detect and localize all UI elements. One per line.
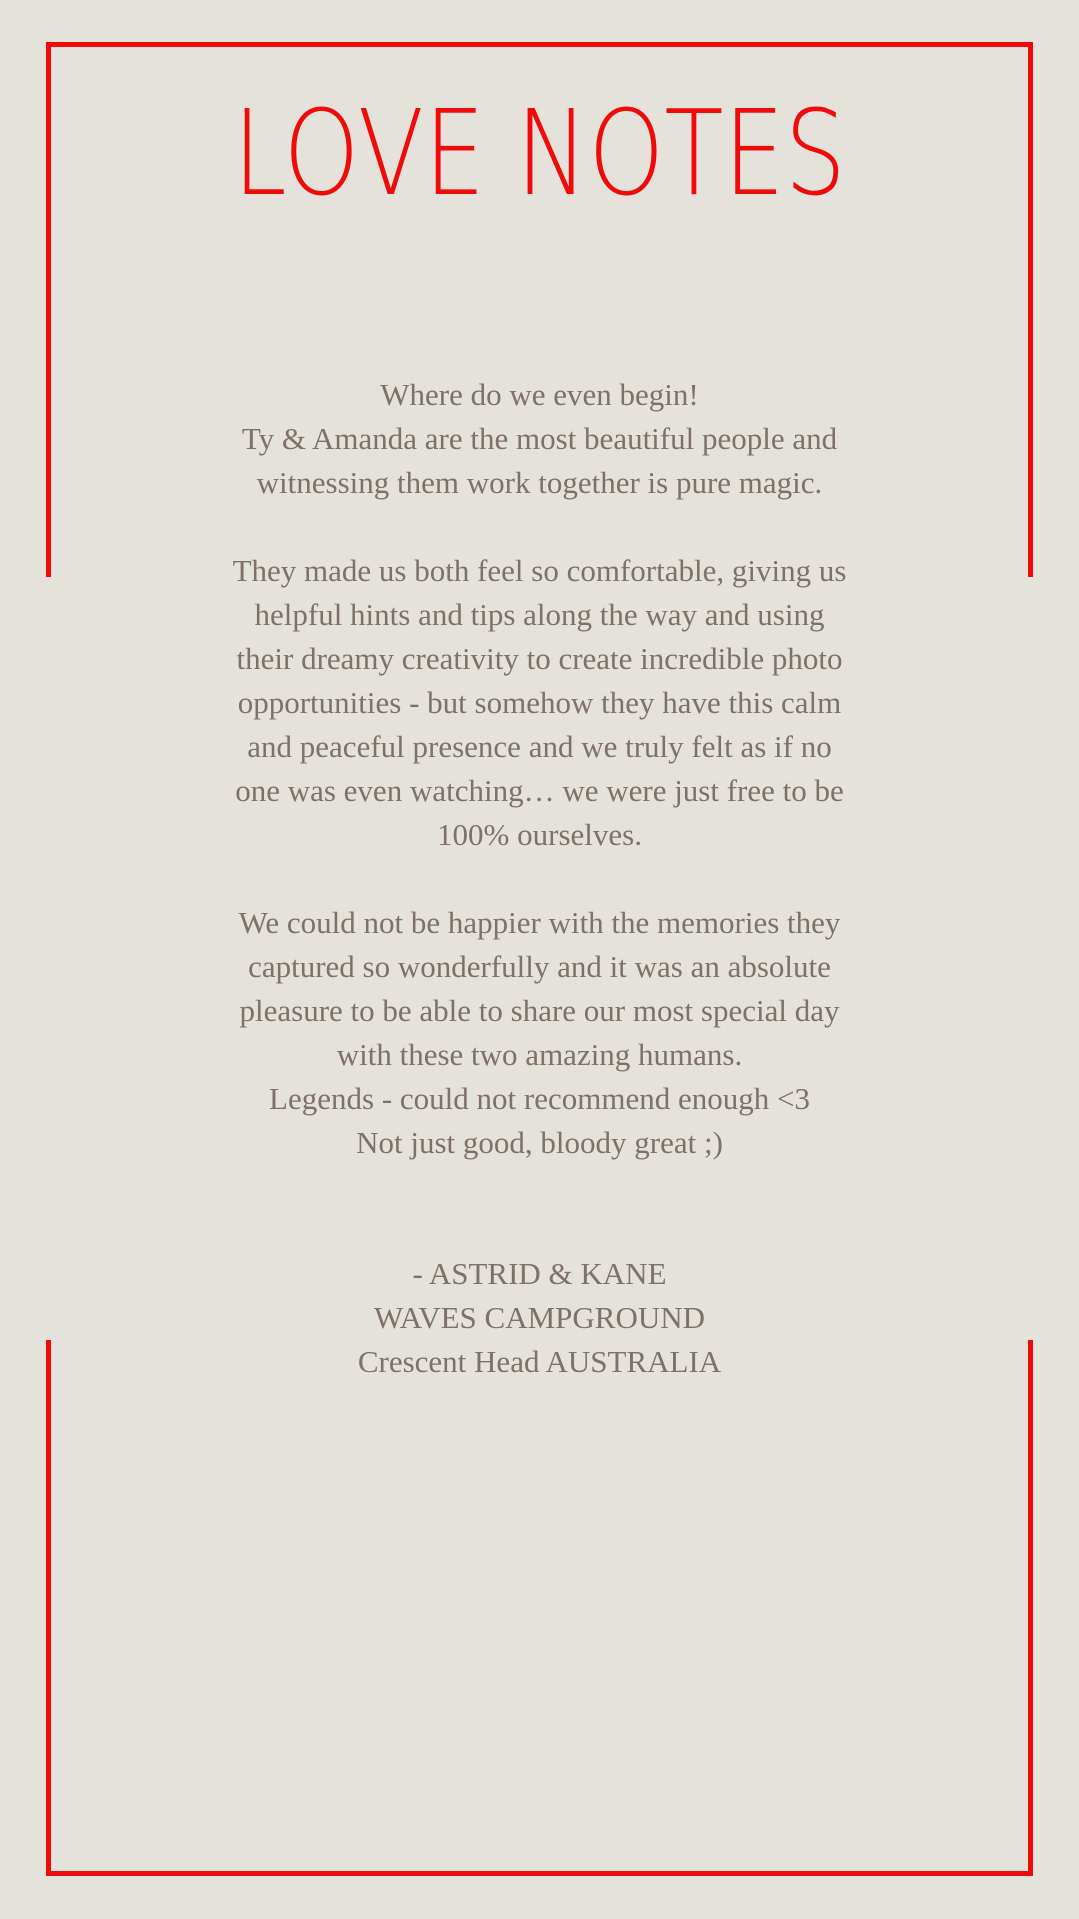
testimonial-line: opportunities - but somehow they have this calm: [237, 685, 842, 720]
testimonial-line: pleasure to be able to share our most special day: [239, 993, 840, 1028]
testimonial-paragraph-2: [180, 549, 899, 857]
testimonial-line: Where do we even begin!: [380, 377, 699, 412]
testimonial-line: They made us both feel so comfortable, giving us: [232, 553, 847, 588]
testimonial-line: witnessing them work together is pure magic.: [256, 465, 823, 500]
testimonial-line: with these two amazing humans.: [336, 1037, 743, 1072]
testimonial-line: Ty & Amanda are the most beautiful people and: [241, 421, 838, 456]
testimonial-paragraph-1: [180, 373, 899, 505]
testimonial-line: and peaceful presence and we truly felt as if no: [247, 729, 832, 764]
frame-border-left-lower: [46, 1340, 51, 1876]
testimonial-line: helpful hints and tips along the way and using: [254, 597, 825, 632]
frame-border-top: [46, 42, 1033, 47]
testimonial-line: one was even watching… we were just free to be: [235, 773, 844, 808]
signature-venue: WAVES CAMPGROUND: [373, 1300, 705, 1335]
page-title: LOVE NOTES: [232, 84, 847, 222]
testimonial-paragraph-3: [180, 901, 899, 1165]
signature-location: Crescent Head AUSTRALIA: [357, 1344, 722, 1379]
signature-names: - ASTRID & KANE: [412, 1256, 667, 1291]
frame-border-left-upper: [46, 42, 51, 577]
frame-border-right-upper: [1028, 42, 1033, 577]
frame-border-right-lower: [1028, 1340, 1033, 1876]
testimonial-line: We could not be happier with the memories they: [238, 905, 841, 940]
testimonial-line: captured so wonderfully and it was an absolute: [248, 949, 831, 984]
testimonial-line: their dreamy creativity to create incredible photo: [236, 641, 843, 676]
frame-border-bottom: [46, 1871, 1033, 1876]
testimonial-line: Legends - could not recommend enough <3: [269, 1081, 810, 1116]
testimonial-line: 100% ourselves.: [437, 817, 642, 852]
testimonial-signature: [180, 1252, 899, 1384]
testimonial-line: Not just good, bloody great ;): [356, 1125, 723, 1160]
